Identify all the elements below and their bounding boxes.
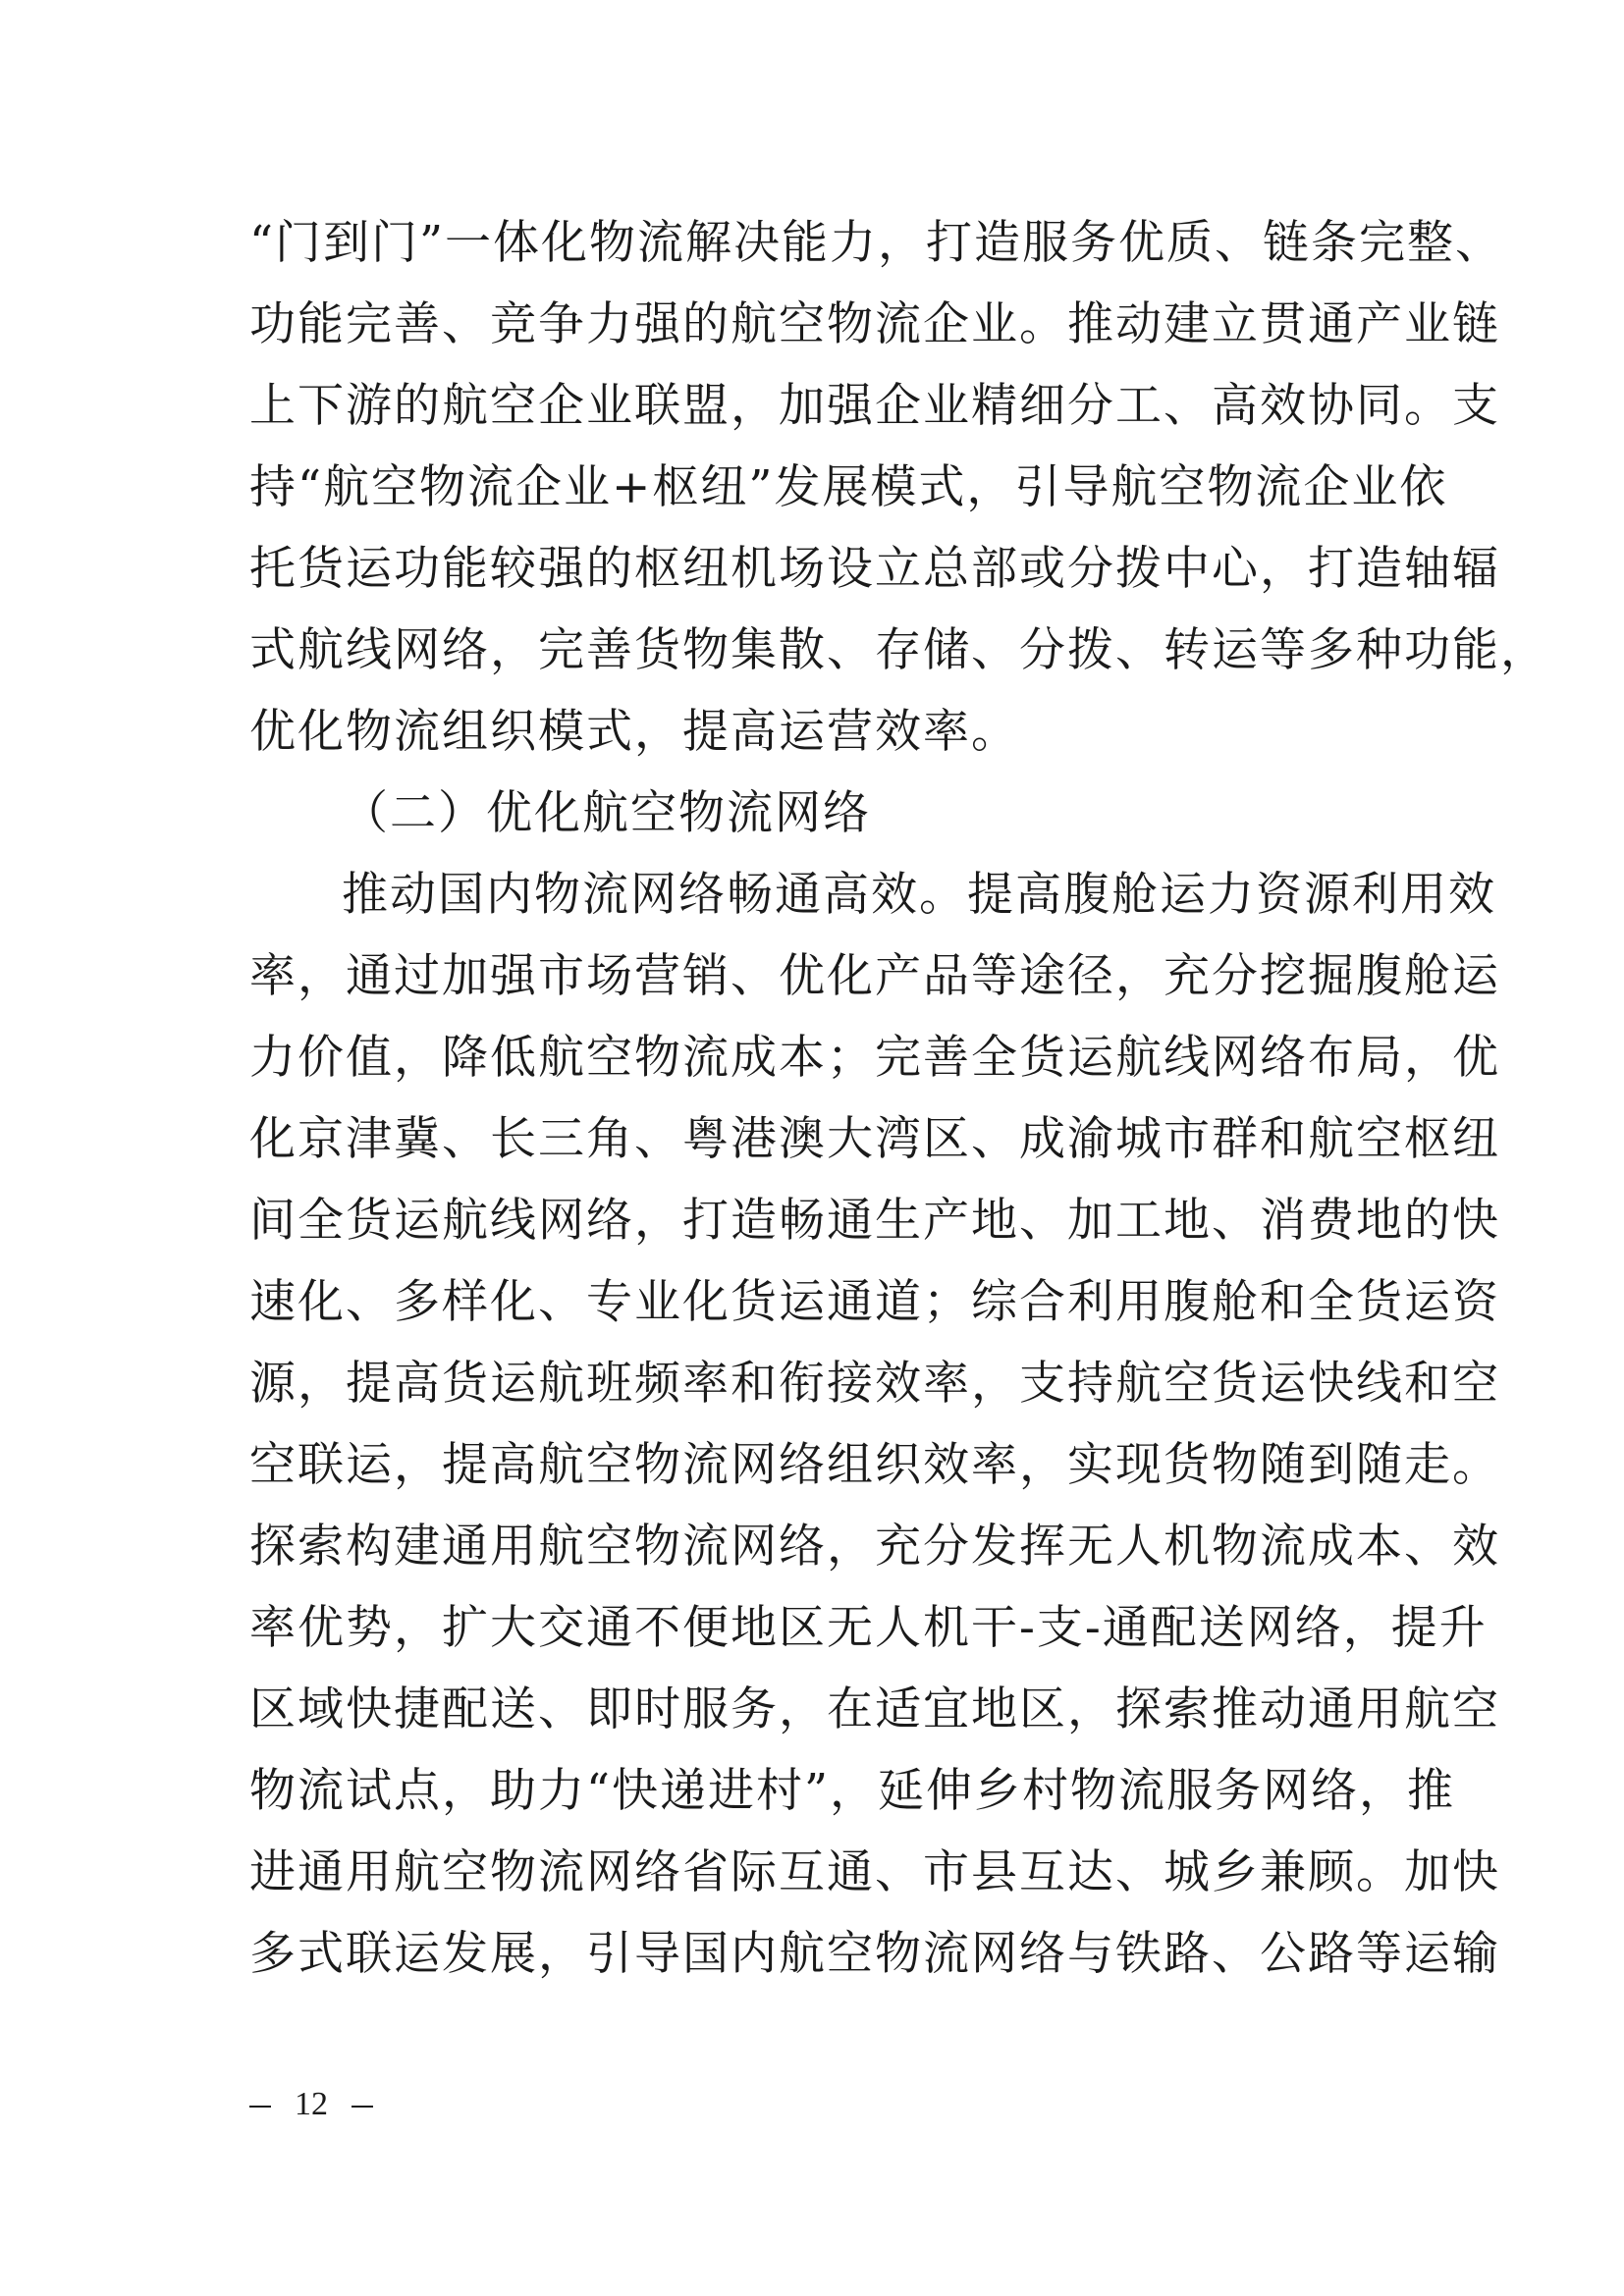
page-number-footer xyxy=(249,2085,373,2124)
body-text-line: 区域快捷配送、即时服务，在适宜地区，探索推动通用航空 xyxy=(249,1682,1500,1736)
body-text-line: 空联运，提高航空物流网络组织效率，实现货物随到随走。 xyxy=(249,1438,1500,1492)
body-text-line: 探索构建通用航空物流网络，充分发挥无人机物流成本、效 xyxy=(249,1520,1500,1574)
body-text-line: 化京津冀、长三角、粤港澳大湾区、成渝城市群和航空枢纽 xyxy=(249,1112,1500,1166)
body-text-line: 进通用航空物流网络省际互通、市县互达、城乡兼顾。加快 xyxy=(249,1845,1500,1899)
body-text-line: “门到门”一体化物流解决能力，打造服务优质、链条完整、 xyxy=(249,216,1504,270)
body-text-line: 优化物流组织模式，提高运营效率。 xyxy=(249,705,1019,759)
body-text-line: 持“航空物流企业+枢纽”发展模式，引导航空物流企业依 xyxy=(249,460,1448,514)
body-text-line: 速化、多样化、专业化货运通道；综合利用腹舱和全货运资 xyxy=(249,1275,1500,1329)
section-heading: （二）优化航空物流网络 xyxy=(342,786,871,840)
body-text-line: 功能完善、竞争力强的航空物流企业。推动建立贯通产业链 xyxy=(249,297,1500,351)
body-text-line: 物流试点，助力“快递进村”，延伸乡村物流服务网络，推 xyxy=(249,1764,1456,1818)
paragraph-first-line: 推动国内物流网络畅通高效。提高腹舱运力资源利用效 xyxy=(342,868,1496,922)
footer-dash-right xyxy=(352,2106,373,2108)
body-text-line: 率，通过加强市场营销、优化产品等途径，充分挖掘腹舱运 xyxy=(249,949,1500,1003)
footer-dash-left xyxy=(249,2106,271,2108)
body-text-line: 式航线网络，完善货物集散、存储、分拨、转运等多种功能， xyxy=(249,623,1548,677)
body-text-line: 间全货运航线网络，打造畅通生产地、加工地、消费地的快 xyxy=(249,1194,1500,1248)
body-text-line: 托货运功能较强的枢纽机场设立总部或分拨中心，打造轴辐 xyxy=(249,542,1500,596)
page-number: 12 xyxy=(295,2086,328,2122)
body-text-line: 上下游的航空企业联盟，加强企业精细分工、高效协同。支 xyxy=(249,379,1500,433)
body-text-line: 率优势，扩大交通不便地区无人机干-支-通配送网络，提升 xyxy=(249,1601,1488,1655)
body-text-line: 源，提高货运航班频率和衔接效率，支持航空货运快线和空 xyxy=(249,1357,1500,1411)
body-text-line: 力价值，降低航空物流成本；完善全货运航线网络布局，优 xyxy=(249,1031,1500,1085)
body-text-line: 多式联运发展，引导国内航空物流网络与铁路、公路等运输 xyxy=(249,1927,1500,1981)
